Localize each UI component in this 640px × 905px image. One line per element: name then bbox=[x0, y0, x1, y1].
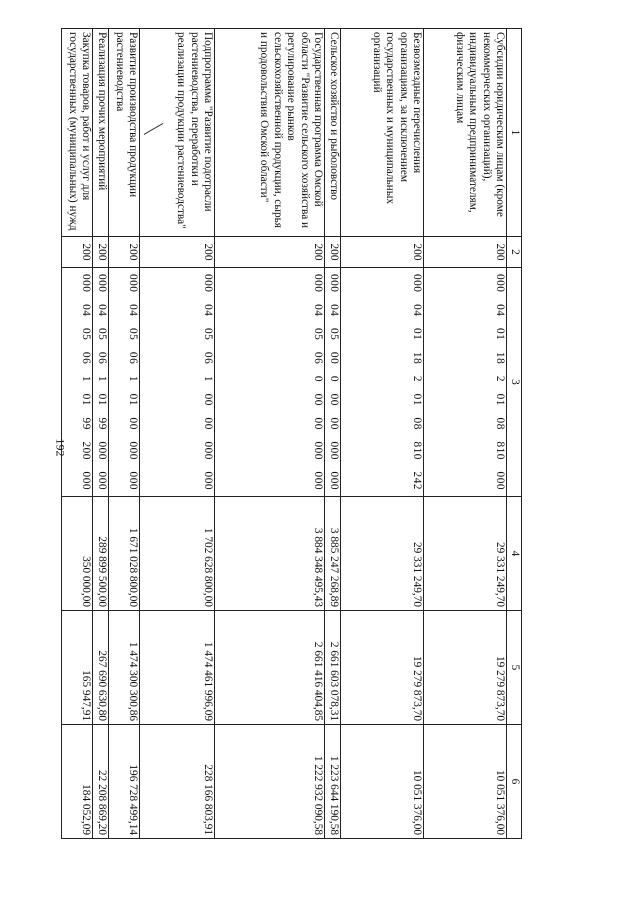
row-classification-code bbox=[93, 268, 109, 497]
code-part: 05 bbox=[127, 328, 140, 341]
code-part: 05 bbox=[328, 328, 341, 341]
row-amount-remaining: 10 051 376,00 bbox=[424, 725, 507, 839]
code-part: 01 bbox=[80, 393, 93, 406]
col-header-2: 2 bbox=[507, 237, 522, 268]
table-row bbox=[109, 29, 140, 839]
code-part: 000 bbox=[127, 441, 140, 460]
code-part: 00 bbox=[328, 393, 341, 406]
code-part: 08 bbox=[494, 417, 507, 430]
row-classification-code bbox=[140, 268, 215, 497]
code-part: 01 bbox=[494, 393, 507, 406]
code-part: 05 bbox=[312, 328, 325, 341]
code-part: 04 bbox=[127, 304, 140, 317]
code-part: 06 bbox=[80, 351, 93, 365]
row-classification-code bbox=[424, 268, 507, 497]
row-admin-code: 200 bbox=[109, 237, 140, 268]
table-row bbox=[93, 29, 109, 839]
code-part: 00 bbox=[127, 417, 140, 430]
row-name: Безвозмездные перечисления организациям, за исключением государственных и муниципальных организаций bbox=[341, 29, 424, 237]
code-part: 0 bbox=[328, 375, 341, 382]
code-part: 810 bbox=[411, 441, 424, 460]
code-part: 000 bbox=[96, 471, 109, 490]
row-amount-executed: 1 474 461 996,09 bbox=[140, 611, 215, 725]
code-parts bbox=[79, 271, 93, 493]
row-classification-code bbox=[62, 268, 93, 497]
row-amount-remaining: 1 223 644 190,58 bbox=[325, 725, 341, 839]
code-part: 000 bbox=[328, 274, 341, 293]
row-admin-code: 200 bbox=[424, 237, 507, 268]
row-amount-remaining: 1 222 932 090,58 bbox=[215, 725, 325, 839]
code-part: 000 bbox=[96, 274, 109, 293]
code-part: 000 bbox=[127, 274, 140, 293]
code-part: 99 bbox=[96, 417, 109, 430]
row-amount-planned: 1 671 028 800,00 bbox=[109, 497, 140, 611]
code-part: 000 bbox=[80, 471, 93, 490]
code-part: 000 bbox=[312, 441, 325, 460]
row-amount-executed: 1 474 300 300,86 bbox=[109, 611, 140, 725]
code-part: 18 bbox=[411, 351, 424, 365]
code-parts bbox=[126, 271, 140, 493]
table-row bbox=[325, 29, 341, 839]
code-part: 05 bbox=[202, 328, 215, 341]
table-row bbox=[62, 29, 93, 839]
row-amount-executed: 165 947,91 bbox=[62, 611, 93, 725]
row-amount-planned: 289 899 500,00 bbox=[93, 497, 109, 611]
code-parts bbox=[201, 271, 215, 493]
row-classification-code bbox=[215, 268, 325, 497]
code-part: 00 bbox=[202, 417, 215, 430]
row-amount-executed: 2 661 416 404,85 bbox=[215, 611, 325, 725]
header-row bbox=[507, 29, 522, 839]
code-parts bbox=[327, 271, 341, 493]
row-amount-remaining: 196 728 499,14 bbox=[109, 725, 140, 839]
row-amount-executed: 267 690 630,80 bbox=[93, 611, 109, 725]
code-part: 000 bbox=[328, 471, 341, 490]
row-admin-code: 200 bbox=[140, 237, 215, 268]
row-name: Подпрограмма "Развитие подотрасли растениеводства, переработки и реализации продукции растениеводства" bbox=[140, 29, 215, 237]
code-part: 04 bbox=[328, 304, 341, 317]
row-amount-remaining: 22 208 869,20 bbox=[93, 725, 109, 839]
code-part: 0 bbox=[312, 375, 325, 382]
code-part: 000 bbox=[202, 274, 215, 293]
code-part: 242 bbox=[411, 471, 424, 490]
code-part: 06 bbox=[96, 351, 109, 365]
code-part: 2 bbox=[411, 375, 424, 382]
row-amount-planned: 3 885 247 268,89 bbox=[325, 497, 341, 611]
row-name: Реализация прочих мероприятий bbox=[93, 29, 109, 237]
row-name: Закупка товаров, работ и услуг для государственных (муниципальных) нужд bbox=[62, 29, 93, 237]
row-amount-planned: 29 331 249,70 bbox=[424, 497, 507, 611]
row-admin-code: 200 bbox=[93, 237, 109, 268]
row-name: Сельское хозяйство и рыболовство bbox=[325, 29, 341, 237]
col-header-5: 5 bbox=[507, 611, 522, 725]
code-part: 04 bbox=[494, 304, 507, 317]
row-admin-code: 200 bbox=[325, 237, 341, 268]
code-part: 1 bbox=[127, 375, 140, 382]
table-row bbox=[215, 29, 325, 839]
code-part: 000 bbox=[312, 471, 325, 490]
col-header-3: 3 bbox=[507, 268, 522, 497]
code-part: 000 bbox=[411, 274, 424, 293]
code-part: 000 bbox=[80, 274, 93, 293]
row-amount-planned: 350 000,00 bbox=[62, 497, 93, 611]
code-part: 1 bbox=[80, 375, 93, 382]
col-header-6: 6 bbox=[507, 725, 522, 839]
table-body bbox=[62, 29, 522, 839]
row-admin-code: 200 bbox=[62, 237, 93, 268]
row-amount-planned: 1 702 628 800,00 bbox=[140, 497, 215, 611]
code-part: 04 bbox=[411, 304, 424, 317]
code-part: 810 bbox=[494, 441, 507, 460]
row-amount-remaining: 10 051 376,00 bbox=[341, 725, 424, 839]
table-row bbox=[424, 29, 507, 839]
row-name: Развитие производства продукции растениеводства bbox=[109, 29, 140, 237]
table-row bbox=[140, 29, 215, 839]
code-part: 1 bbox=[96, 375, 109, 382]
budget-table bbox=[62, 28, 523, 839]
code-part: 000 bbox=[96, 441, 109, 460]
code-part: 000 bbox=[127, 471, 140, 490]
code-part: 04 bbox=[80, 304, 93, 317]
row-amount-executed: 2 661 603 078,31 bbox=[325, 611, 341, 725]
code-part: 01 bbox=[411, 328, 424, 341]
code-part: 00 bbox=[312, 417, 325, 430]
rotated-table-container bbox=[67, 28, 522, 838]
code-part: 2 bbox=[494, 375, 507, 382]
code-part: 05 bbox=[96, 328, 109, 341]
code-part: 01 bbox=[494, 328, 507, 341]
row-amount-remaining: 228 166 803,91 bbox=[140, 725, 215, 839]
table-row bbox=[341, 29, 424, 839]
row-amount-executed: 19 279 873,70 bbox=[341, 611, 424, 725]
row-amount-planned: 3 884 348 495,43 bbox=[215, 497, 325, 611]
code-part: 04 bbox=[312, 304, 325, 317]
code-part: 000 bbox=[494, 471, 507, 490]
code-part: 08 bbox=[411, 417, 424, 430]
code-part: 06 bbox=[312, 351, 325, 365]
code-part: 06 bbox=[202, 351, 215, 365]
code-parts bbox=[410, 271, 424, 493]
code-part: 99 bbox=[80, 417, 93, 430]
code-part: 01 bbox=[96, 393, 109, 406]
code-part: 200 bbox=[80, 441, 93, 460]
code-part: 1 bbox=[202, 375, 215, 382]
code-part: 000 bbox=[202, 441, 215, 460]
row-amount-planned: 29 331 249,70 bbox=[341, 497, 424, 611]
code-part: 04 bbox=[96, 304, 109, 317]
code-part: 00 bbox=[312, 393, 325, 406]
row-amount-executed: 19 279 873,70 bbox=[424, 611, 507, 725]
code-part: 00 bbox=[328, 417, 341, 430]
code-part: 18 bbox=[494, 351, 507, 365]
row-admin-code: 200 bbox=[341, 237, 424, 268]
code-parts bbox=[311, 271, 325, 493]
code-part: 000 bbox=[202, 471, 215, 490]
code-part: 000 bbox=[328, 441, 341, 460]
row-classification-code bbox=[109, 268, 140, 497]
code-part: 06 bbox=[127, 351, 140, 365]
row-classification-code bbox=[325, 268, 341, 497]
code-part: 000 bbox=[494, 274, 507, 293]
code-part: 000 bbox=[312, 274, 325, 293]
code-part: 04 bbox=[202, 304, 215, 317]
code-parts bbox=[493, 271, 507, 493]
row-name: Государственная программа Омской области "Развитие сельского хозяйства и регулирование рынков сельскохозяйственной продукции, сырья и продовольствия Омской области" bbox=[215, 29, 325, 237]
code-part: 01 bbox=[411, 393, 424, 406]
code-part: 00 bbox=[202, 393, 215, 406]
row-name: Субсидии юридическим лицам (кроме некоммерческих организаций), индивидуальным предпринимателям, физическим лицам bbox=[424, 29, 507, 237]
code-parts bbox=[95, 271, 109, 493]
code-part: 00 bbox=[328, 351, 341, 365]
row-classification-code bbox=[341, 268, 424, 497]
row-admin-code: 200 bbox=[215, 237, 325, 268]
row-amount-remaining: 184 052,09 bbox=[62, 725, 93, 839]
page-number: 192 bbox=[53, 438, 68, 457]
code-part: 05 bbox=[80, 328, 93, 341]
code-part: 01 bbox=[127, 393, 140, 406]
col-header-1: 1 bbox=[507, 29, 522, 237]
col-header-4: 4 bbox=[507, 497, 522, 611]
